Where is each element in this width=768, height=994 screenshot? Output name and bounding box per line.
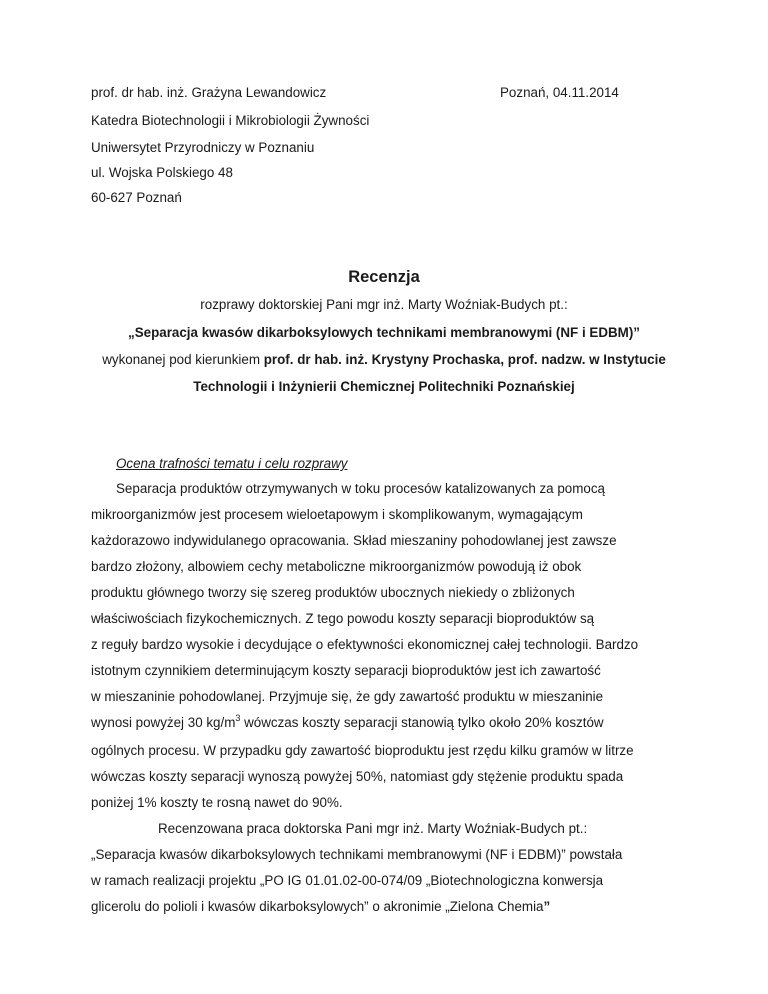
paragraph-line: właściwościach fizykochemicznych. Z tego powodu koszty separacji bioproduktów są xyxy=(91,611,595,626)
closing-quote: ” xyxy=(543,899,551,914)
title-line-3 xyxy=(0,351,768,369)
dissertation-title: „Separacja kwasów dikarboksylowych technikami membranowymi (NF i EDBM)” xyxy=(128,325,640,340)
paragraph-line: produktu głównego tworzy się szereg produktów ubocznych niekiedy o zbliżonych xyxy=(91,585,575,600)
paragraph-line xyxy=(91,898,550,916)
paragraph-text: wówczas koszty separacji stanowią tylko około 20% kosztów xyxy=(240,715,604,730)
author-name: prof. dr hab. inż. Grażyna Lewandowicz xyxy=(91,85,327,100)
supervisor-intro: wykonanej pod kierunkiem xyxy=(102,352,264,367)
paragraph-line: każdorazowo indywidulanego opracowania. Skład mieszaniny pohodowlanej jest zawsze xyxy=(91,533,617,548)
paragraph-line: z reguły bardzo wysokie i decydujące o efektywności ekonomicznej całej technologii. Bardzo xyxy=(91,637,639,652)
paragraph-line: Recenzowana praca doktorska Pani mgr inż. Marty Woźniak-Budych pt.: xyxy=(158,821,588,836)
paragraph-line: wówczas koszty separacji wynoszą powyżej 50%, natomiast gdy stężenie produktu spada xyxy=(91,769,624,784)
paragraph-line: poniżej 1% koszty te rosną nawet do 90%. xyxy=(91,795,343,810)
place-date: Poznań, 04.11.2014 xyxy=(500,85,619,100)
paragraph-text: glicerolu do polioli i kwasów dikarboksylowych” o akronimie „Zielona Chemia xyxy=(91,899,544,914)
university: Uniwersytet Przyrodniczy w Poznaniu xyxy=(91,140,315,155)
paragraph-line: mikroorganizmów jest procesem wieloetapowym i skomplikowanym, wymagającym xyxy=(91,507,583,522)
title-line-1: rozprawy doktorskiej Pani mgr inż. Marty Woźniak-Budych pt.: xyxy=(200,297,568,312)
paragraph-line: Separacja produktów otrzymywanych w toku procesów katalizowanych za pomocą xyxy=(116,481,605,496)
document-title: Recenzja xyxy=(348,268,420,286)
superscript: 3 xyxy=(235,713,241,723)
street-address: ul. Wojska Polskiego 48 xyxy=(91,165,233,180)
supervisor-name: prof. dr hab. inż. Krystyny Prochaska, prof. nadzw. w Instytucie xyxy=(263,352,666,367)
paragraph-line xyxy=(91,714,604,732)
paragraph-line: „Separacja kwasów dikarboksylowych technikami membranowymi (NF i EDBM)” powstała xyxy=(91,847,623,862)
paragraph-line: ogólnych procesu. W przypadku gdy zawartość bioproduktu jest rzędu kilku gramów w litrze xyxy=(91,743,634,758)
department: Katedra Biotechnologii i Mikrobiologii Żywności xyxy=(91,113,370,128)
paragraph-line: w mieszaninie pohodowlanej. Przyjmuje się, że gdy zawartość produktu w mieszaninie xyxy=(91,689,604,704)
section-heading: Ocena trafności tematu i celu rozprawy xyxy=(116,456,348,471)
postal-address: 60-627 Poznań xyxy=(91,190,182,205)
paragraph-line: w ramach realizacji projektu „PO IG 01.01.02-00-074/09 „Biotechnologiczna konwersja xyxy=(91,873,604,888)
paragraph-line: istotnym czynnikiem determinującym koszty separacji bioproduktów jest ich zawartość xyxy=(91,663,601,678)
paragraph-text: wynosi powyżej 30 kg/m xyxy=(91,715,236,730)
paragraph-line: bardzo złożony, albowiem cechy metaboliczne mikroorganizmów powodują iż obok xyxy=(91,559,582,574)
institute-name: Technologii i Inżynierii Chemicznej Politechniki Poznańskiej xyxy=(193,379,575,394)
